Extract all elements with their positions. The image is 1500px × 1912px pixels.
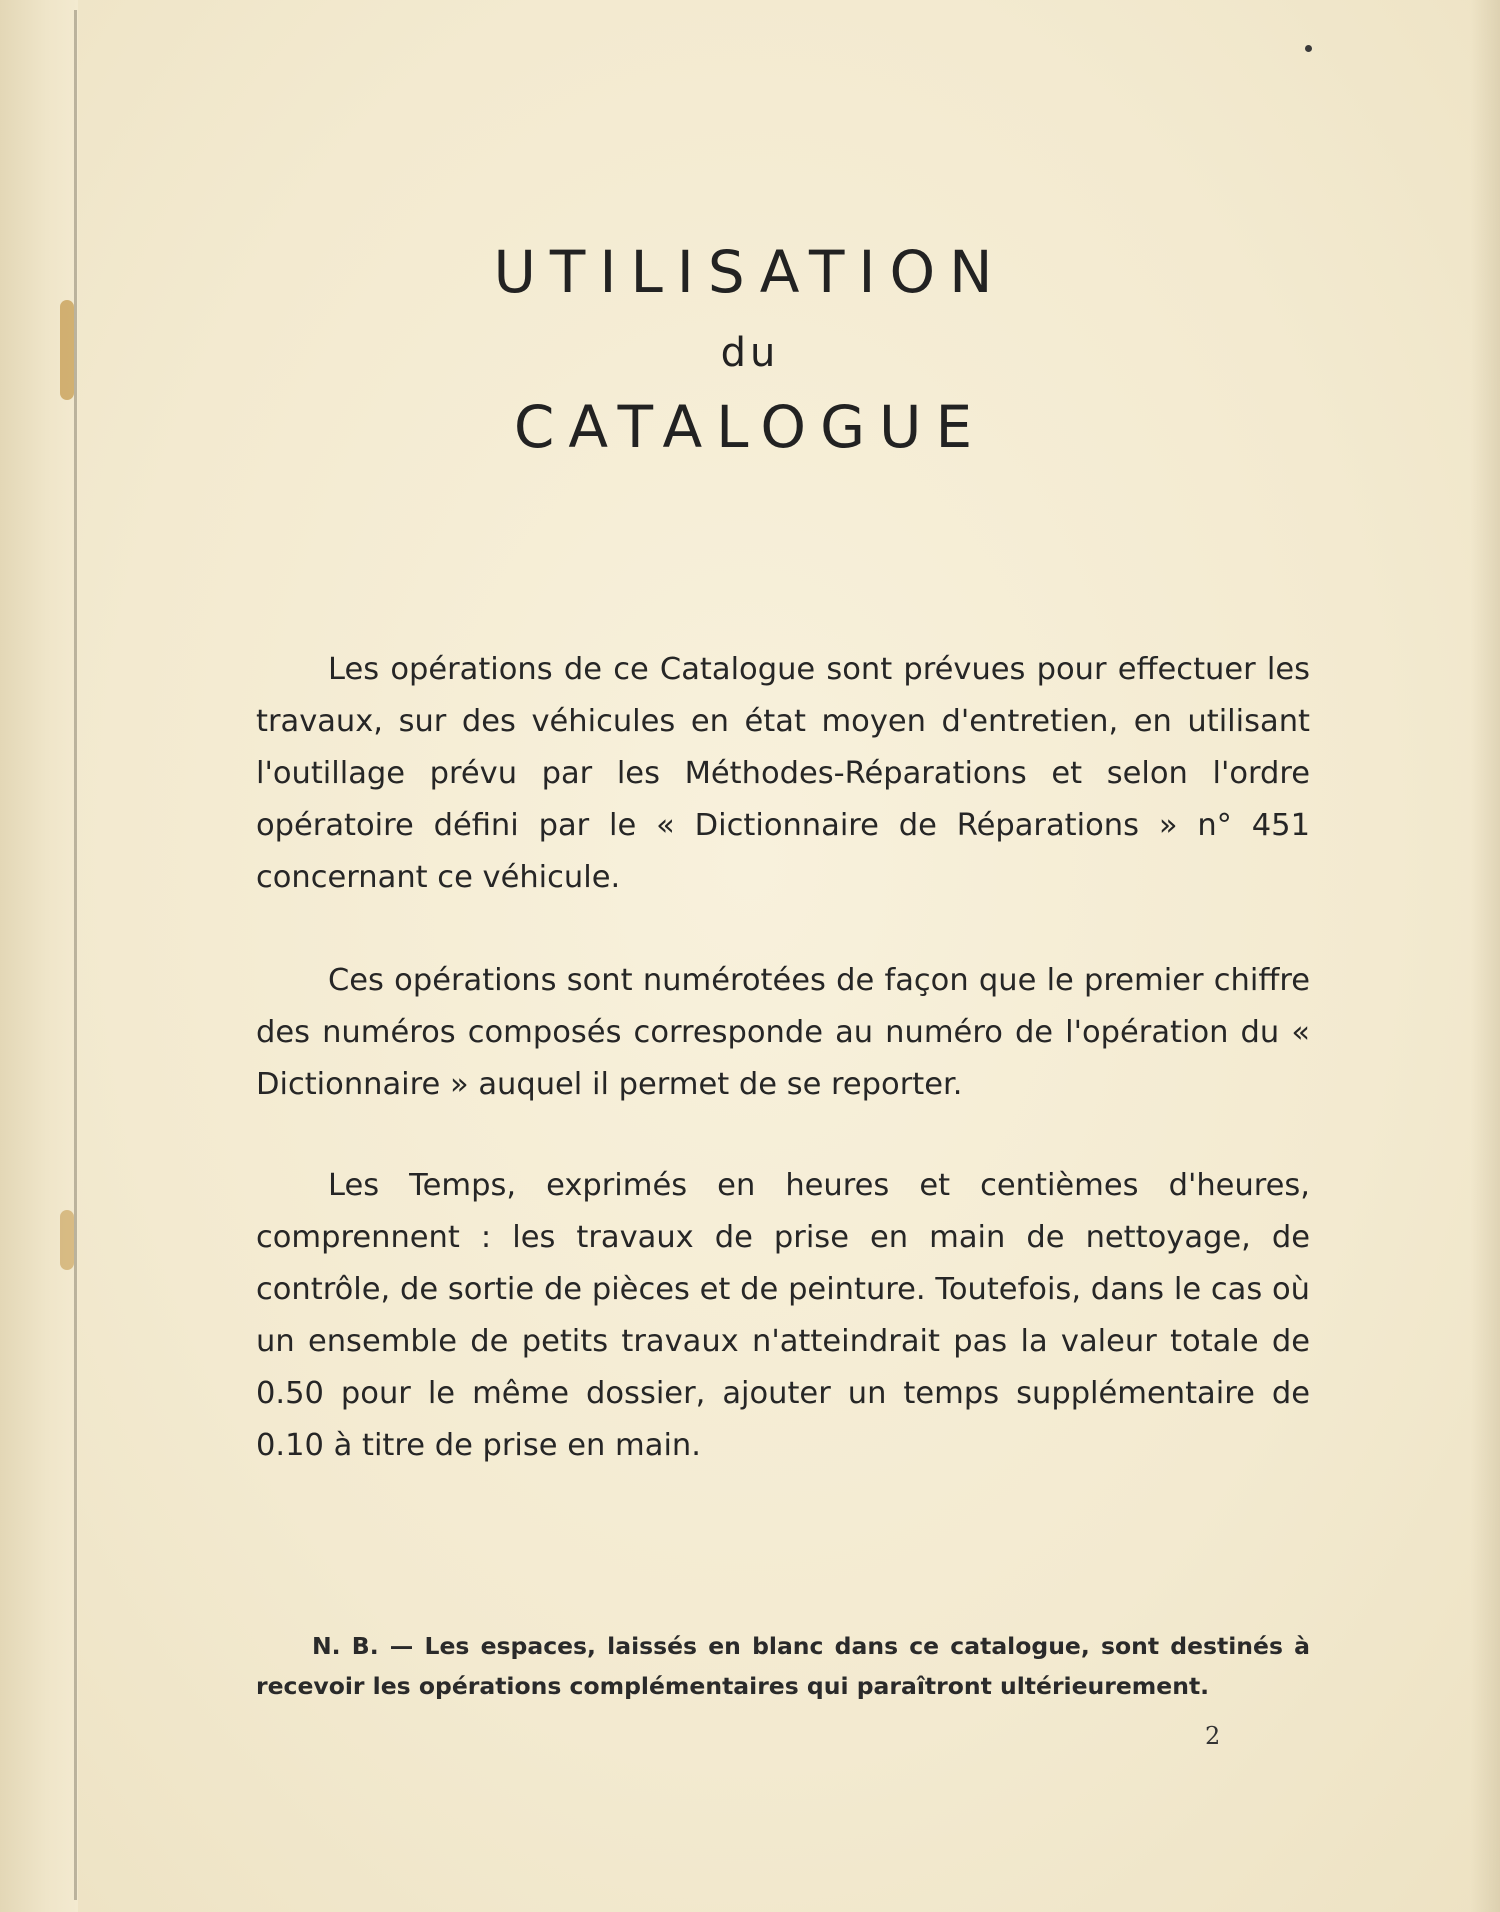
- title-du: du: [720, 330, 780, 376]
- title-block: [0, 238, 1500, 306]
- paragraph-numbering: Ces opérations sont numérotées de façon que le premier chiffre des numéros composés corresponde au numéro de l'opération du « Dictionnaire » auquel il permet de se reporter.: [256, 963, 1310, 1102]
- paragraph-temps: Les Temps, exprimés en heures et centièmes d'heures, comprennent : les travaux de prise en main de nettoyage, de contrôle, de sortie de pièces et de peinture. Toutefois, dans le cas où un ensemble de petits travaux n'atteindrait pas la valeur totale de 0.50 pour le même dossier, ajouter un temps supplémentaire de 0.10 à titre de prise en main.: [256, 1168, 1310, 1463]
- page-number: 2: [1205, 1722, 1221, 1750]
- staple-mark-bottom: [60, 1210, 74, 1270]
- title-block-bottom: [0, 393, 1500, 461]
- title-catalogue: CATALOGUE: [513, 393, 987, 461]
- paragraph-operations: Les opérations de ce Catalogue sont prévues pour effectuer les travaux, sur des véhicules en état moyen d'entretien, en utilisant l'outillage prévu par les Méthodes-Réparations et selon l'ordre opératoire défini par le « Dictionnaire de Réparations » n° 451 concernant ce véhicule.: [256, 652, 1310, 895]
- footnote-nb: N. B. — Les espaces, laissés en blanc dans ce catalogue, sont destinés à recevoir les opérations complémentaires qui paraîtront ultérieurement.: [256, 1632, 1310, 1700]
- ink-speck: [1305, 45, 1312, 52]
- title-block-mid: [0, 330, 1500, 376]
- title-utilisation: UTILISATION: [493, 238, 1007, 306]
